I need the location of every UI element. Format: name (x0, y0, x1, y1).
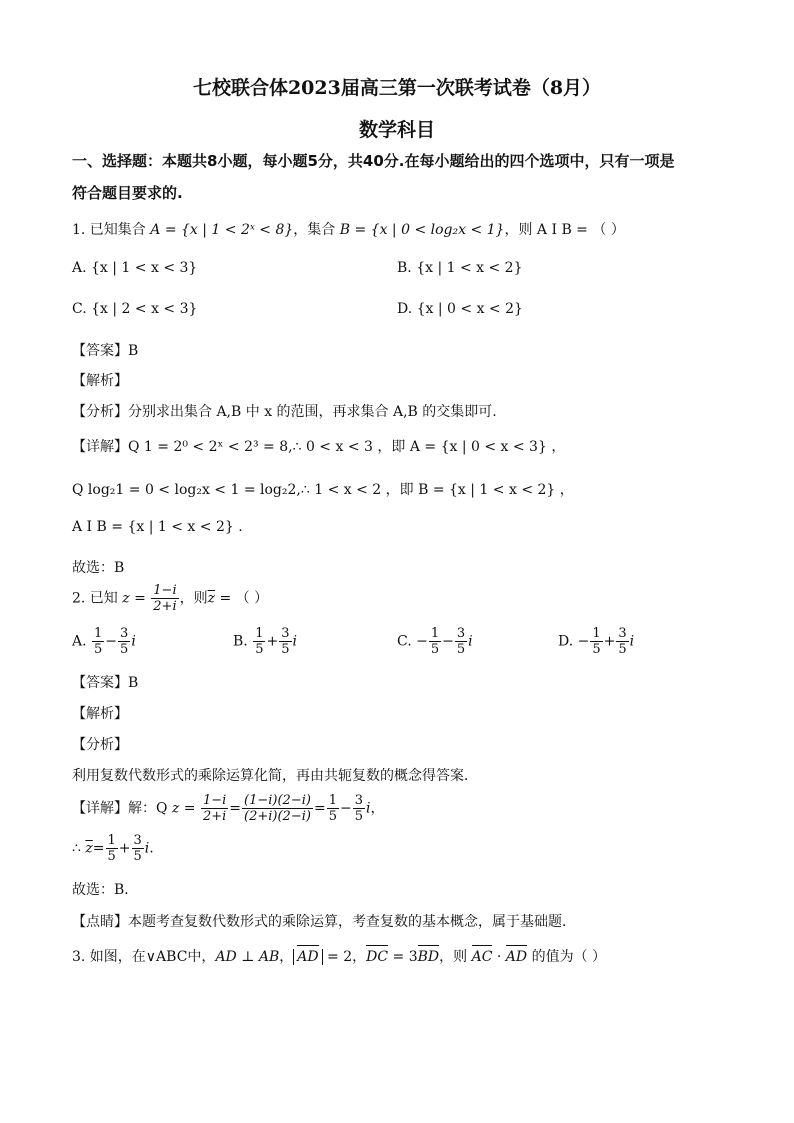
q3-stem-e: 的值为（ ） (527, 949, 607, 965)
frac (253, 626, 265, 657)
frac-den: 5 (255, 642, 264, 657)
frac-num: 3 (618, 626, 627, 641)
dot-op: · (492, 949, 506, 965)
option-label: C. (397, 633, 412, 650)
q2-stem-b: ，则 (179, 590, 208, 607)
option-label: B. (233, 633, 248, 650)
frac-num: 1 (430, 626, 440, 641)
frac-den: 5 (592, 642, 601, 657)
frac (616, 626, 628, 657)
frac-num: 3 (456, 626, 466, 641)
frac-den: 5 (354, 809, 363, 824)
q2-stem-c: = （ ） (215, 590, 269, 607)
q3-stem-d: ，则 (439, 949, 472, 965)
op: − (577, 633, 590, 650)
q2-z-fraction (151, 583, 178, 614)
q3-stem-c: ， (352, 949, 367, 965)
q1-analysis-label: 【解析】 (72, 373, 128, 389)
vec-bd: BD (417, 949, 440, 965)
section-instruction-line1: 一、选择题：本题共8小题，每小题5分，共40分.在每小题给出的四个选项中，只有一项是 (72, 152, 675, 170)
q2-comment: 【点睛】本题考查复数代数形式的乘除运算，考查复数的基本概念，属于基础题． (72, 914, 576, 930)
op: = (92, 840, 105, 857)
frac (242, 793, 313, 824)
frac (118, 626, 130, 657)
q1-detail-2: Q log₂1 = 0 < log₂x < 1 = log₂2,∴ 1 < x < 2 ，即 B = {x | 1 < x < 2} ， (72, 482, 574, 498)
frac-num: 1 (328, 793, 337, 808)
q2-choose: 故选：B． (72, 882, 139, 898)
op: − (416, 633, 428, 650)
q2-answer: 【答案】B (72, 675, 139, 691)
imag-unit: i (629, 633, 635, 650)
frac (327, 793, 339, 824)
frac-den: 5 (328, 809, 337, 824)
q2-z: z = (122, 590, 146, 607)
imag-unit: i (131, 633, 136, 650)
frac-num: (1−i)(2−i) (244, 793, 311, 808)
zbar: $\overline{z}$ (85, 840, 93, 857)
frac-num: 3 (281, 626, 290, 641)
frac-num: 3 (120, 626, 129, 641)
q2-fenxi-text: 利用复数代数形式的乘除运算化简，再由共轭复数的概念得答案． (72, 768, 478, 784)
q3-perp: AD ⊥ AB (215, 949, 280, 965)
imag-unit: i (144, 840, 150, 857)
vec-dc: DC (366, 949, 389, 965)
frac-den: 5 (430, 642, 440, 657)
frac-num: 1 (107, 833, 116, 848)
therefore: ∴ (72, 840, 81, 857)
op: − (442, 633, 454, 650)
frac (106, 833, 118, 864)
q2-analysis-label: 【解析】 (72, 706, 128, 722)
q3-stem-a: 3. 如图，在∨ABC中， (72, 949, 216, 965)
q1-answer: 【答案】B (72, 343, 139, 359)
q3-norm (293, 949, 322, 965)
frac (353, 793, 365, 824)
op: − (339, 800, 352, 817)
op: + (118, 840, 131, 857)
frac-den: 5 (281, 642, 290, 657)
frac-den: 5 (120, 642, 129, 657)
q2-conjugate (72, 833, 154, 864)
q2-zbar: $\overline{z}$ (207, 590, 215, 607)
frac-num: 1−i (202, 793, 227, 808)
frac (455, 626, 467, 657)
q3-stem-b: ， (279, 949, 294, 965)
q1-set-b: B = {x | 0 < log₂x < 1} (339, 222, 505, 238)
q1-stem (72, 219, 625, 239)
op: = (229, 800, 242, 817)
q1-set-a: A = {x | 1 < 2ˣ < 8} (150, 222, 294, 238)
frac-den: (2+i)(2−i) (244, 809, 311, 824)
q1-stem-c: ，则 A I B = （ ） (504, 222, 625, 238)
q1-stem-b: ，集合 (293, 222, 340, 238)
frac (279, 626, 291, 657)
frac-num: 1 (592, 626, 601, 641)
frac-den: 5 (456, 642, 466, 657)
q3-stem (72, 946, 606, 966)
frac-num: 3 (133, 833, 142, 848)
section-instruction-line2: 符合题目要求的. (72, 184, 183, 202)
vec-ad-2: AD (505, 949, 528, 965)
frac-den: 2+i (153, 599, 177, 614)
q3-eq3: = 3 (388, 949, 418, 965)
option-label: A. (72, 633, 87, 650)
frac (429, 626, 441, 657)
q1-option-c: C. {x | 2 < x < 3} (72, 301, 198, 317)
frac (92, 626, 104, 657)
q1-option-a: A. {x | 1 < x < 3} (72, 260, 198, 276)
imag-unit: i (292, 633, 297, 650)
q1-option-d: D. {x | 0 < x < 2} (397, 301, 523, 317)
q2-option-a (72, 626, 136, 657)
op: + (603, 633, 616, 650)
frac-num: 1 (255, 626, 264, 641)
frac-den: 2+i (202, 809, 227, 824)
q1-stem-a: 1. 已知集合 (72, 222, 151, 238)
exam-title: 七校联合体2023届高三第一次联考试卷（8月） (192, 77, 602, 99)
q2-stem (72, 583, 268, 614)
frac (201, 793, 228, 824)
punct: . (149, 840, 154, 857)
vec-ad: AD (297, 949, 319, 965)
exam-subject: 数学科目 (358, 119, 435, 141)
option-label: D. (558, 633, 574, 650)
q2-detail (72, 793, 384, 824)
q1-fenxi: 【分析】分别求出集合 A,B 中 x 的范围，再求集合 A,B 的交集即可. (72, 404, 497, 420)
op: − (105, 633, 118, 650)
detail-label: 【详解】解：Q (72, 800, 168, 817)
q1-detail-1: 【详解】Q 1 = 2⁰ < 2ˣ < 2³ = 8,∴ 0 < x < 3 ，即 A = {x | 0 < x < 3} ， (72, 439, 566, 455)
frac-den: 5 (107, 849, 116, 864)
q2-option-d (558, 626, 634, 657)
op: + (266, 633, 279, 650)
q3-norm-eq: = 2 (322, 949, 353, 965)
frac-den: 5 (94, 642, 103, 657)
detail-z: z = (171, 800, 196, 817)
q2-option-b (233, 626, 297, 657)
frac-num: 1 (94, 626, 103, 641)
imag-unit: i (468, 633, 473, 650)
frac (590, 626, 602, 657)
q1-detail-3: A I B = {x | 1 < x < 2} . (72, 519, 243, 535)
frac-den: 5 (618, 642, 627, 657)
vec-ac: AC (471, 949, 493, 965)
q1-option-b: B. {x | 1 < x < 2} (397, 260, 523, 276)
frac-den: 5 (133, 849, 142, 864)
frac-num: 1−i (153, 583, 177, 598)
punct: ， (370, 800, 385, 817)
q2-stem-a: 2. 已知 (72, 590, 123, 607)
frac (132, 833, 144, 864)
op: = (313, 800, 326, 817)
q1-choose: 故选：B (72, 560, 125, 576)
frac-num: 3 (354, 793, 363, 808)
imag-unit: i (365, 800, 371, 817)
q2-fenxi-label: 【分析】 (72, 737, 128, 753)
q2-option-c (397, 626, 473, 657)
